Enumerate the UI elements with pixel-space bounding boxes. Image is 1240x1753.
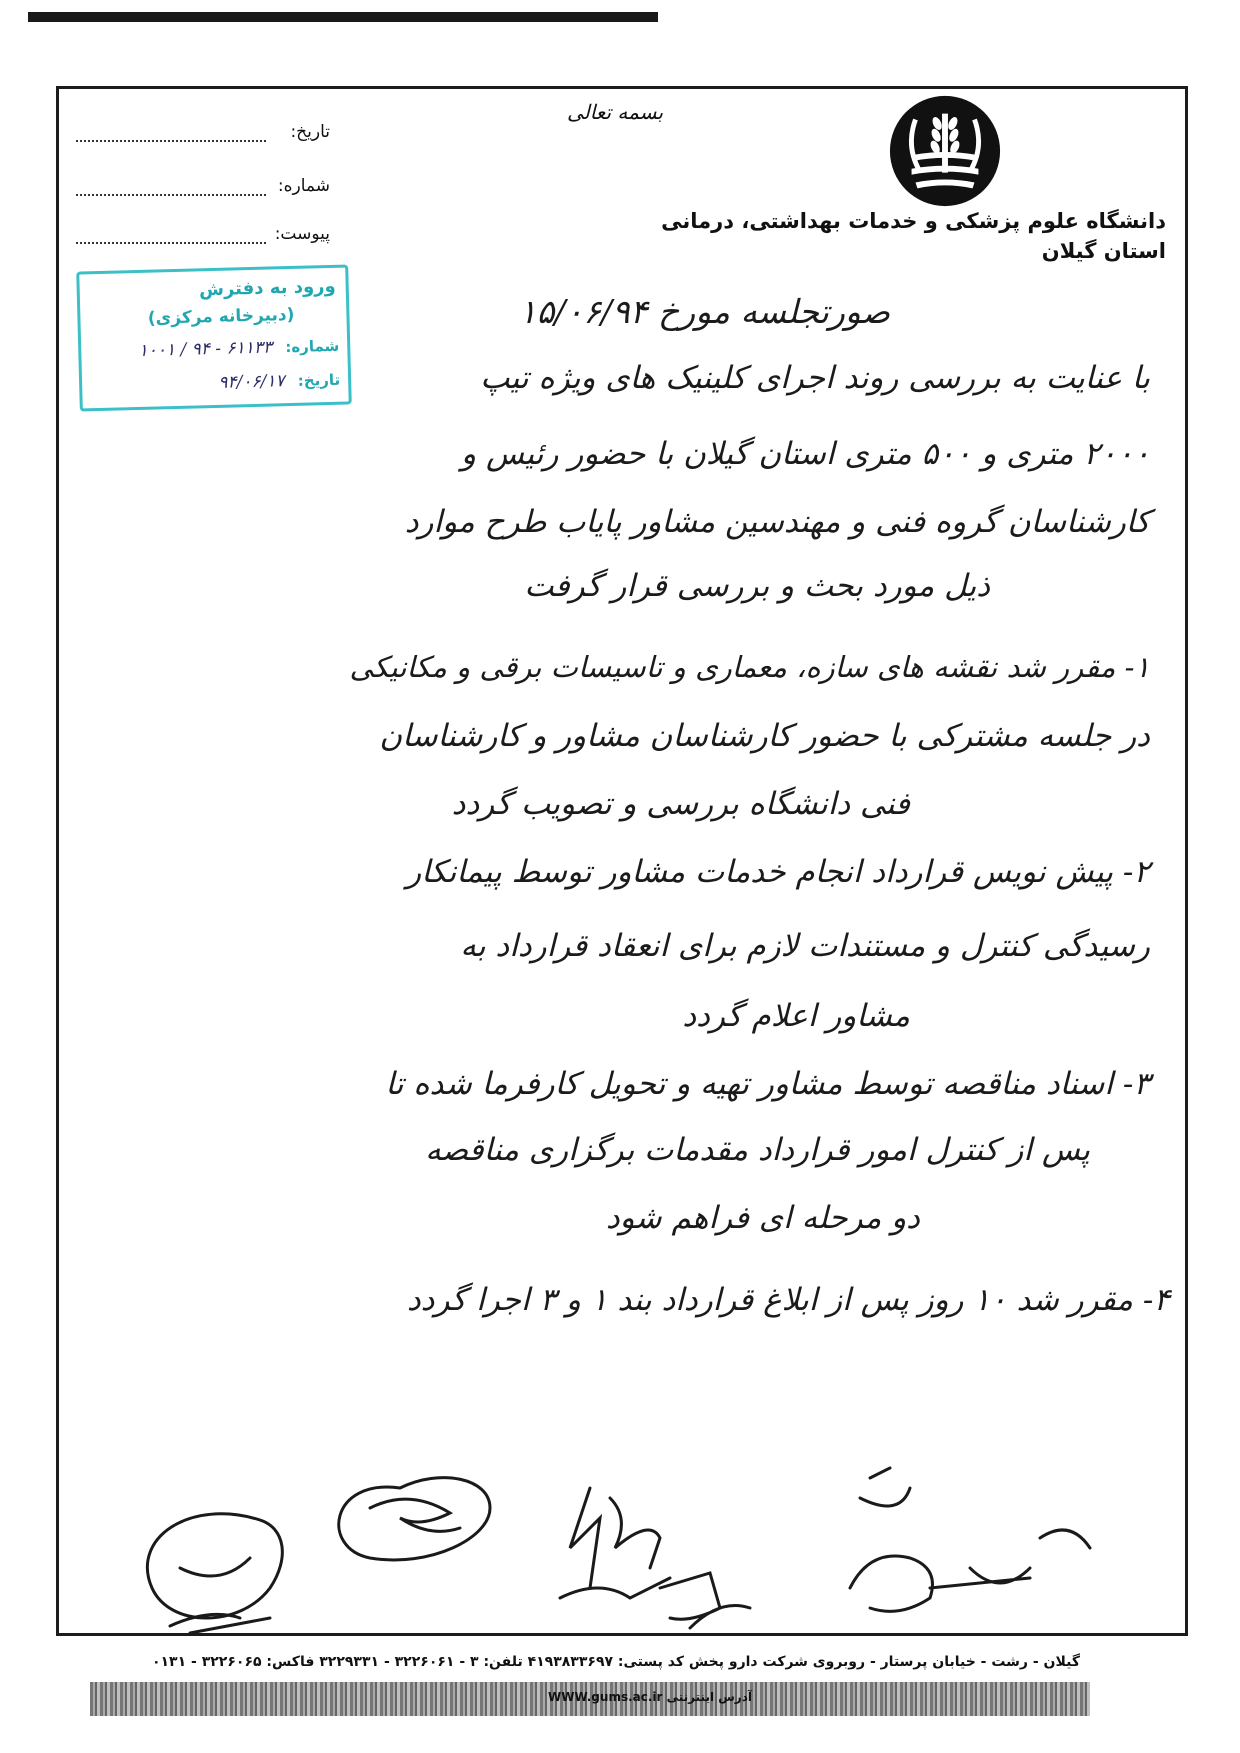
bismillah-heading: بسمه تعالی: [566, 100, 664, 124]
minutes-title: صورتجلسه مورخ ۱۵/۰۶/۹۴: [518, 292, 890, 331]
signature-mark: [860, 1468, 910, 1506]
signature-mark: [660, 1573, 750, 1628]
signature-mark: [1040, 1530, 1090, 1548]
body-line: ۱- مقرر شد نقشه های سازه، معماری و تاسیسات برقی و مکانیکی: [349, 650, 1150, 684]
scan-top-edge: [0, 0, 1240, 22]
signature-mark: [370, 1499, 460, 1531]
university-name: دانشگاه علوم پزشکی و خدمات بهداشتی، درمانی استان گیلان: [661, 209, 1166, 263]
date-field: [70, 122, 330, 150]
signature-mark: [147, 1514, 282, 1618]
signature-mark: [170, 1558, 270, 1633]
body-line: فنی دانشگاه بررسی و تصویب گردد: [451, 786, 910, 822]
stamp-number-value: ۶۱۱۳۳ - ۹۴ / ۱۰۰۱: [138, 337, 273, 361]
signature-mark: [560, 1578, 670, 1598]
body-line: پس از کنترل امور قرارداد مقدمات برگزاری مناقصه: [425, 1132, 1090, 1168]
footer-address: گیلان - رشت - خیابان پرستار - روبروی شرکت دارو پخش کد پستی: ۴۱۹۳۸۳۳۶۹۷ تلفن: ۳ - ۳۲۲۶۰۶۱ - ۳۲۲۹۳۳۱ فاکس: ۳۲۲۶۰۶۵ - ۰۱۳۱: [151, 1654, 1080, 1670]
date-dotted-line: [76, 140, 266, 142]
body-line: ۲۰۰۰ متری و ۵۰۰ متری استان گیلان با حضور رئیس و: [461, 436, 1150, 472]
signature-mark: [570, 1488, 660, 1588]
date-label: تاریخ:: [290, 122, 330, 142]
footer-website: آدرس اینترنتی WWW.gums.ac.ir: [548, 1690, 752, 1704]
attachment-dotted-line: [76, 242, 266, 244]
body-line: ۴- مقرر شد ۱۰ روز پس از ابلاغ قرارداد بند ۱ و ۳ اجرا گردد: [406, 1282, 1170, 1318]
body-line: کارشناسان گروه فنی و مهندسین مشاور پایاب طرح موارد: [404, 504, 1150, 540]
stamp-number-label: شماره:: [285, 336, 340, 357]
number-dotted-line: [76, 194, 266, 196]
stamp-subtitle: (دبیرخانه مرکزی): [147, 304, 295, 329]
stamp-date-label: تاریخ:: [297, 370, 341, 390]
secretariat-stamp: [76, 264, 352, 411]
body-line: ذیل مورد بحث و بررسی قرار گرفت: [524, 568, 990, 604]
body-line: ۲- پیش نویس قرارداد انجام خدمات مشاور توسط پیمانکار: [406, 854, 1150, 890]
stamp-date-value: ۹۴/۰۶/۱۷: [218, 371, 285, 393]
university-logo-icon: [886, 92, 1004, 210]
body-line: با عنایت به بررسی روند اجرای کلینیک های ویژه تیپ: [480, 360, 1150, 396]
body-line: دو مرحله ای فراهم شود: [605, 1200, 920, 1236]
body-line: رسیدگی کنترل و مستندات لازم برای انعقاد قرارداد به: [460, 928, 1150, 964]
number-label: شماره:: [277, 176, 330, 196]
attachment-field: [70, 224, 330, 252]
signature-mark: [339, 1478, 490, 1560]
body-line: مشاور اعلام گردد: [682, 998, 910, 1034]
scan-artifact: [28, 12, 658, 22]
signature-mark: [850, 1556, 1030, 1611]
body-line: ۳- اسناد مناقصه توسط مشاور تهیه و تحویل کارفرما شده تا: [385, 1066, 1150, 1102]
signatures-area: [70, 1458, 1180, 1648]
number-field: [70, 176, 330, 204]
body-line: در جلسه مشترکی با حضور کارشناسان مشاور و کارشناسان: [379, 718, 1150, 754]
attachment-label: پیوست:: [274, 224, 330, 244]
stamp-title: ورود به دفترش: [198, 275, 336, 301]
stamp-number-row: [138, 336, 339, 361]
stamp-date-row: [218, 370, 340, 393]
